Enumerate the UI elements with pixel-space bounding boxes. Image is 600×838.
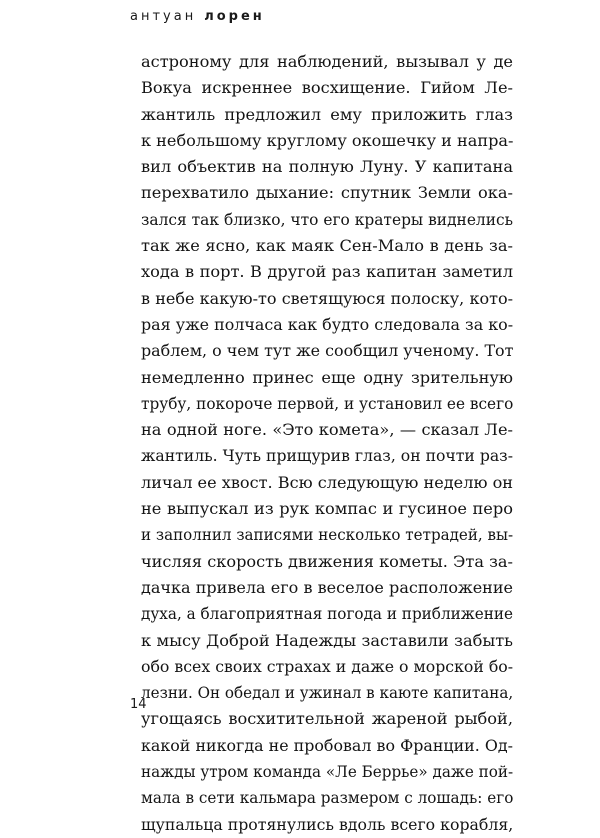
text-line: какой никогда не пробовал во Франции. Од- (141, 735, 513, 755)
text-line: перехватило дыхание: спутник Земли ока- (141, 183, 513, 203)
author-last-name: лорен (204, 9, 265, 24)
body-text (141, 49, 513, 838)
text-line: вил объектив на полную Луну. У капитана (141, 157, 513, 177)
text-line: дачка привела его в веселое расположение (141, 577, 514, 597)
text-line: Вокуа искреннее восхищение. Гийом Ле- (141, 78, 513, 98)
text-line: на одной ноге. «Это комета», — сказал Ле- (141, 420, 513, 440)
text-line: лезни. Он обедал и ужинал в каюте капитана, (141, 683, 514, 703)
text-line: немедленно принес еще одну зрительную (141, 367, 513, 387)
text-line: в небе какую-то светящуюся полоску, кото- (141, 288, 514, 308)
text-line: угощаясь восхитительной жареной рыбой, (141, 709, 513, 729)
text-line: к небольшому круглому окошечку и напра- (141, 130, 514, 150)
text-line: и заполнил записями несколько тетрадей, вы- (141, 525, 514, 545)
text-line: духа, а благоприятная погода и приближение (141, 604, 514, 624)
text-line: так же ясно, как маяк Сен-Мало в день за- (141, 236, 513, 256)
text-line: к мысу Доброй Надежды заставили забыть (141, 630, 513, 650)
text-line: жантиль предложил ему приложить глаз (141, 104, 513, 124)
text-line: щупальца протянулись вдоль всего корабля, (141, 814, 514, 834)
text-line: жантиль. Чуть прищурив глаз, он почти раз- (141, 446, 513, 466)
text-line: зался так близко, что его кратеры виднелись (141, 209, 513, 229)
text-line: мала в сети кальмара размером с лошадь: его (141, 788, 514, 808)
text-line: рая уже полчаса как будто следовала за ко- (141, 314, 514, 334)
running-header (130, 9, 265, 24)
text-line: астроному для наблюдений, вызывал у де (141, 52, 513, 71)
text-line: не выпускал из рук компас и гусиное перо (141, 499, 513, 519)
page-number: 14 (130, 697, 147, 712)
text-line: хода в порт. В другой раз капитан заметил (141, 262, 513, 282)
text-line: числяя скорость движения кометы. Эта за- (141, 551, 513, 571)
text-line: личал ее хвост. Всю следующую неделю он (141, 472, 514, 492)
text-line: раблем, о чем тут же сообщил ученому. Тот (141, 341, 514, 361)
text-line: трубу, покороче первой, и установил ее всего (141, 393, 514, 413)
text-line: обо всех своих страхах и даже о морской бо- (141, 656, 514, 676)
author-first-name: антуан (130, 9, 197, 24)
text-line: нажды утром команда «Ле Беррье» даже пой- (141, 762, 514, 782)
